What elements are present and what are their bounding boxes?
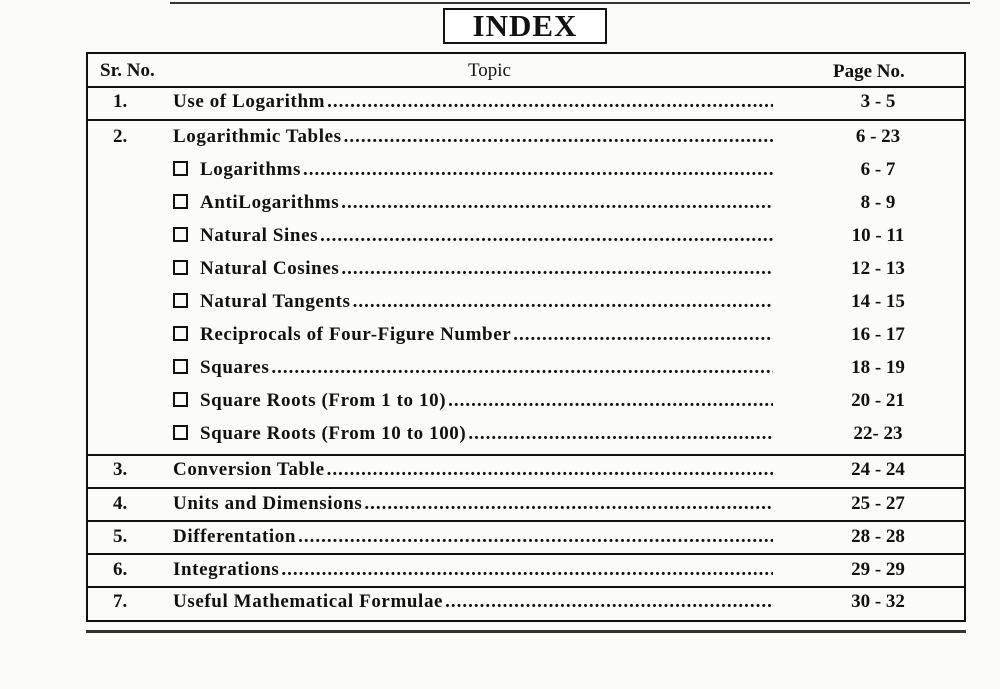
row-topic: Square Roots (From 10 to 100) .....: [173, 423, 773, 445]
row-topic: Natural Sines .....: [173, 225, 773, 247]
checkbox-icon: [173, 161, 188, 176]
top-rule: [170, 2, 970, 4]
group-7: [88, 588, 964, 620]
checkbox-icon: [173, 425, 188, 440]
row-page: 6 - 23: [855, 126, 901, 147]
row-sr: 2.: [113, 126, 128, 147]
checkbox-icon: [173, 227, 188, 242]
table-header: [88, 54, 964, 88]
table-row: [88, 288, 964, 321]
row-sr: 3.: [113, 459, 128, 480]
row-topic: Use of Logarithm .....: [173, 91, 773, 113]
row-topic: Units and Dimensions .....: [173, 493, 773, 515]
checkbox-icon: [173, 293, 188, 308]
table-row: [88, 556, 964, 589]
table-row: [88, 456, 964, 489]
row-page: 18 - 19: [851, 357, 905, 378]
table-row: [88, 255, 964, 288]
row-topic: Reciprocals of Four-Figure Number .....: [173, 324, 773, 346]
checkbox-icon: [173, 359, 188, 374]
row-page: 30 - 32: [851, 591, 905, 612]
row-topic: Natural Tangents .....: [173, 291, 773, 313]
col-sr-no: Sr. No.: [100, 60, 155, 81]
col-topic: Topic: [468, 60, 511, 81]
row-page: 6 - 7: [860, 159, 896, 180]
row-topic: Square Roots (From 1 to 10) .....: [173, 390, 773, 412]
table-row: [88, 222, 964, 255]
row-page: 16 - 17: [851, 324, 905, 345]
row-page: 28 - 28: [851, 526, 905, 547]
checkbox-icon: [173, 260, 188, 275]
col-page-no: Page No.: [833, 61, 905, 82]
table-row: [88, 387, 964, 420]
row-page: 24 - 24: [851, 459, 905, 480]
table-row: [88, 189, 964, 222]
table-row: [88, 490, 964, 523]
group-4: [88, 489, 964, 522]
index-title: INDEX: [443, 8, 607, 44]
row-topic: Logarithmic Tables .....: [173, 126, 773, 148]
row-topic: Conversion Table .....: [173, 459, 773, 481]
row-topic: Logarithms .....: [173, 159, 773, 181]
row-topic: AntiLogarithms .....: [173, 192, 773, 214]
table-row: [88, 354, 964, 387]
row-topic: Useful Mathematical Formulae .....: [173, 591, 773, 613]
checkbox-icon: [173, 392, 188, 407]
row-page: 22- 23: [853, 423, 903, 444]
group-2: [88, 121, 964, 456]
row-topic: Squares .....: [173, 357, 773, 379]
table-row: [88, 523, 964, 556]
row-sr: 6.: [113, 559, 128, 580]
row-topic: Differentation .....: [173, 526, 773, 548]
table-row: [88, 88, 964, 121]
row-page: 3 - 5: [860, 91, 896, 112]
table-row: [88, 123, 964, 156]
row-page: 14 - 15: [851, 291, 905, 312]
row-sr: 7.: [113, 591, 128, 612]
checkbox-icon: [173, 326, 188, 341]
row-sr: 4.: [113, 493, 128, 514]
table-row: [88, 420, 964, 453]
group-6: [88, 555, 964, 588]
row-page: 12 - 13: [851, 258, 905, 279]
row-page: 25 - 27: [851, 493, 905, 514]
table-row: [88, 321, 964, 354]
group-5: [88, 522, 964, 555]
row-topic: Integrations .....: [173, 559, 773, 581]
row-sr: 5.: [113, 526, 128, 547]
row-topic: Natural Cosines .....: [173, 258, 773, 280]
checkbox-icon: [173, 194, 188, 209]
table-row: [88, 156, 964, 189]
bottom-rule: [86, 630, 966, 633]
group-1: [88, 88, 964, 121]
group-3: [88, 456, 964, 489]
table-row: [88, 588, 964, 621]
row-page: 10 - 11: [851, 225, 905, 246]
row-page: 29 - 29: [851, 559, 905, 580]
index-table: [86, 52, 966, 622]
row-page: 20 - 21: [851, 390, 905, 411]
row-sr: 1.: [113, 91, 128, 112]
row-page: 8 - 9: [860, 192, 896, 213]
